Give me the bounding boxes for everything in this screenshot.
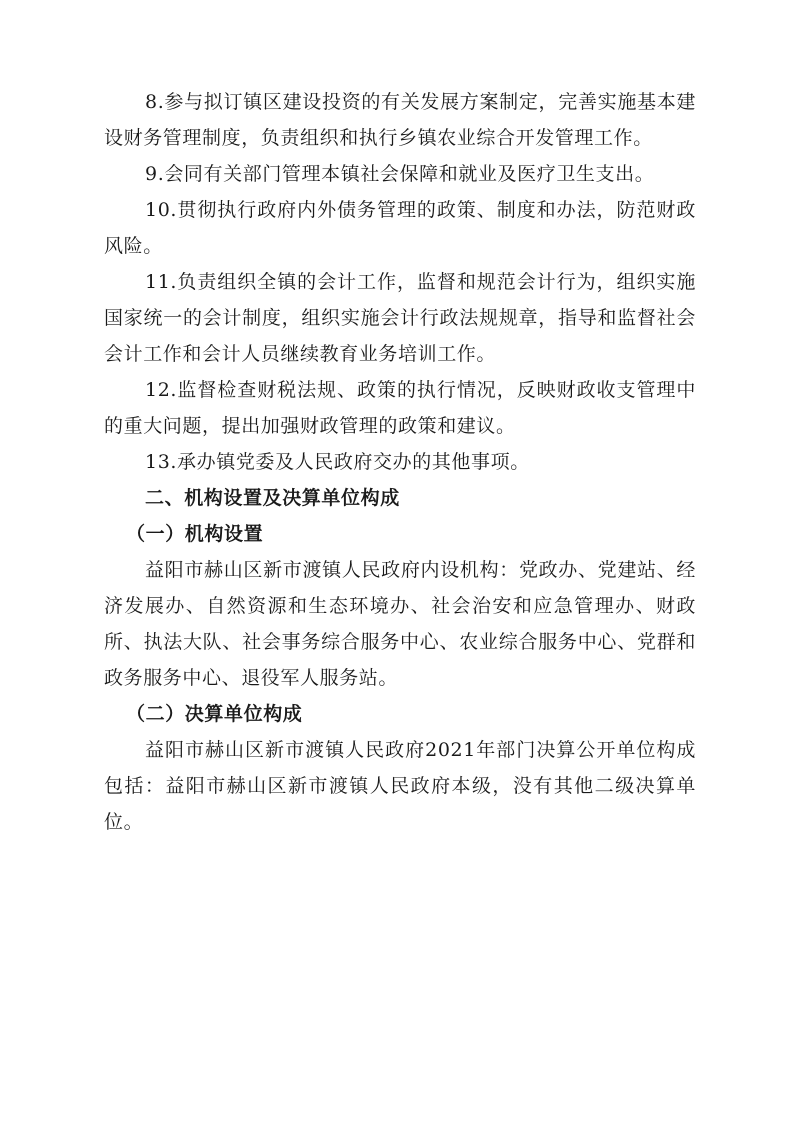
section-heading-institutions: 二、机构设置及决算单位构成 bbox=[145, 487, 400, 509]
institution-setup-text: 益阳市赫山区新市渡镇人民政府内设机构：党政办、党建站、经济发展办、自然资源和生态环境办、社会治安和应急管理办、财政所、执法大队、社会事务综合服务中心、农业综合服务中心、党群和政务服务中心、退役军人服务站。 bbox=[104, 559, 696, 689]
item-9: 9.会同有关部门管理本镇社会保障和就业及医疗卫生支出。 bbox=[145, 163, 655, 185]
budget-units-text: 益阳市赫山区新市渡镇人民政府2021年部门决算公开单位构成包括：益阳市赫山区新市渡镇人民政府本级，没有其他二级决算单位。 bbox=[104, 739, 696, 833]
item-10: 10.贯彻执行政府内外债务管理的政策、制度和办法，防范财政风险。 bbox=[104, 199, 696, 257]
subheading-institution-setup: （一）机构设置 bbox=[126, 523, 264, 545]
item-8: 8.参与拟订镇区建设投资的有关发展方案制定，完善实施基本建设财务管理制度，负责组织和执行乡镇农业综合开发管理工作。 bbox=[104, 91, 696, 149]
document-body bbox=[104, 84, 696, 840]
item-13: 13.承办镇党委及人民政府交办的其他事项。 bbox=[145, 451, 530, 473]
subheading-budget-units: （二）决算单位构成 bbox=[126, 703, 303, 725]
item-12: 12.监督检查财税法规、政策的执行情况，反映财政收支管理中的重大问题，提出加强财政管理的政策和建议。 bbox=[104, 379, 696, 437]
item-11: 11.负责组织全镇的会计工作，监督和规范会计行为，组织实施国家统一的会计制度，组织实施会计行政法规规章，指导和监督社会会计工作和会计人员继续教育业务培训工作。 bbox=[104, 271, 696, 365]
